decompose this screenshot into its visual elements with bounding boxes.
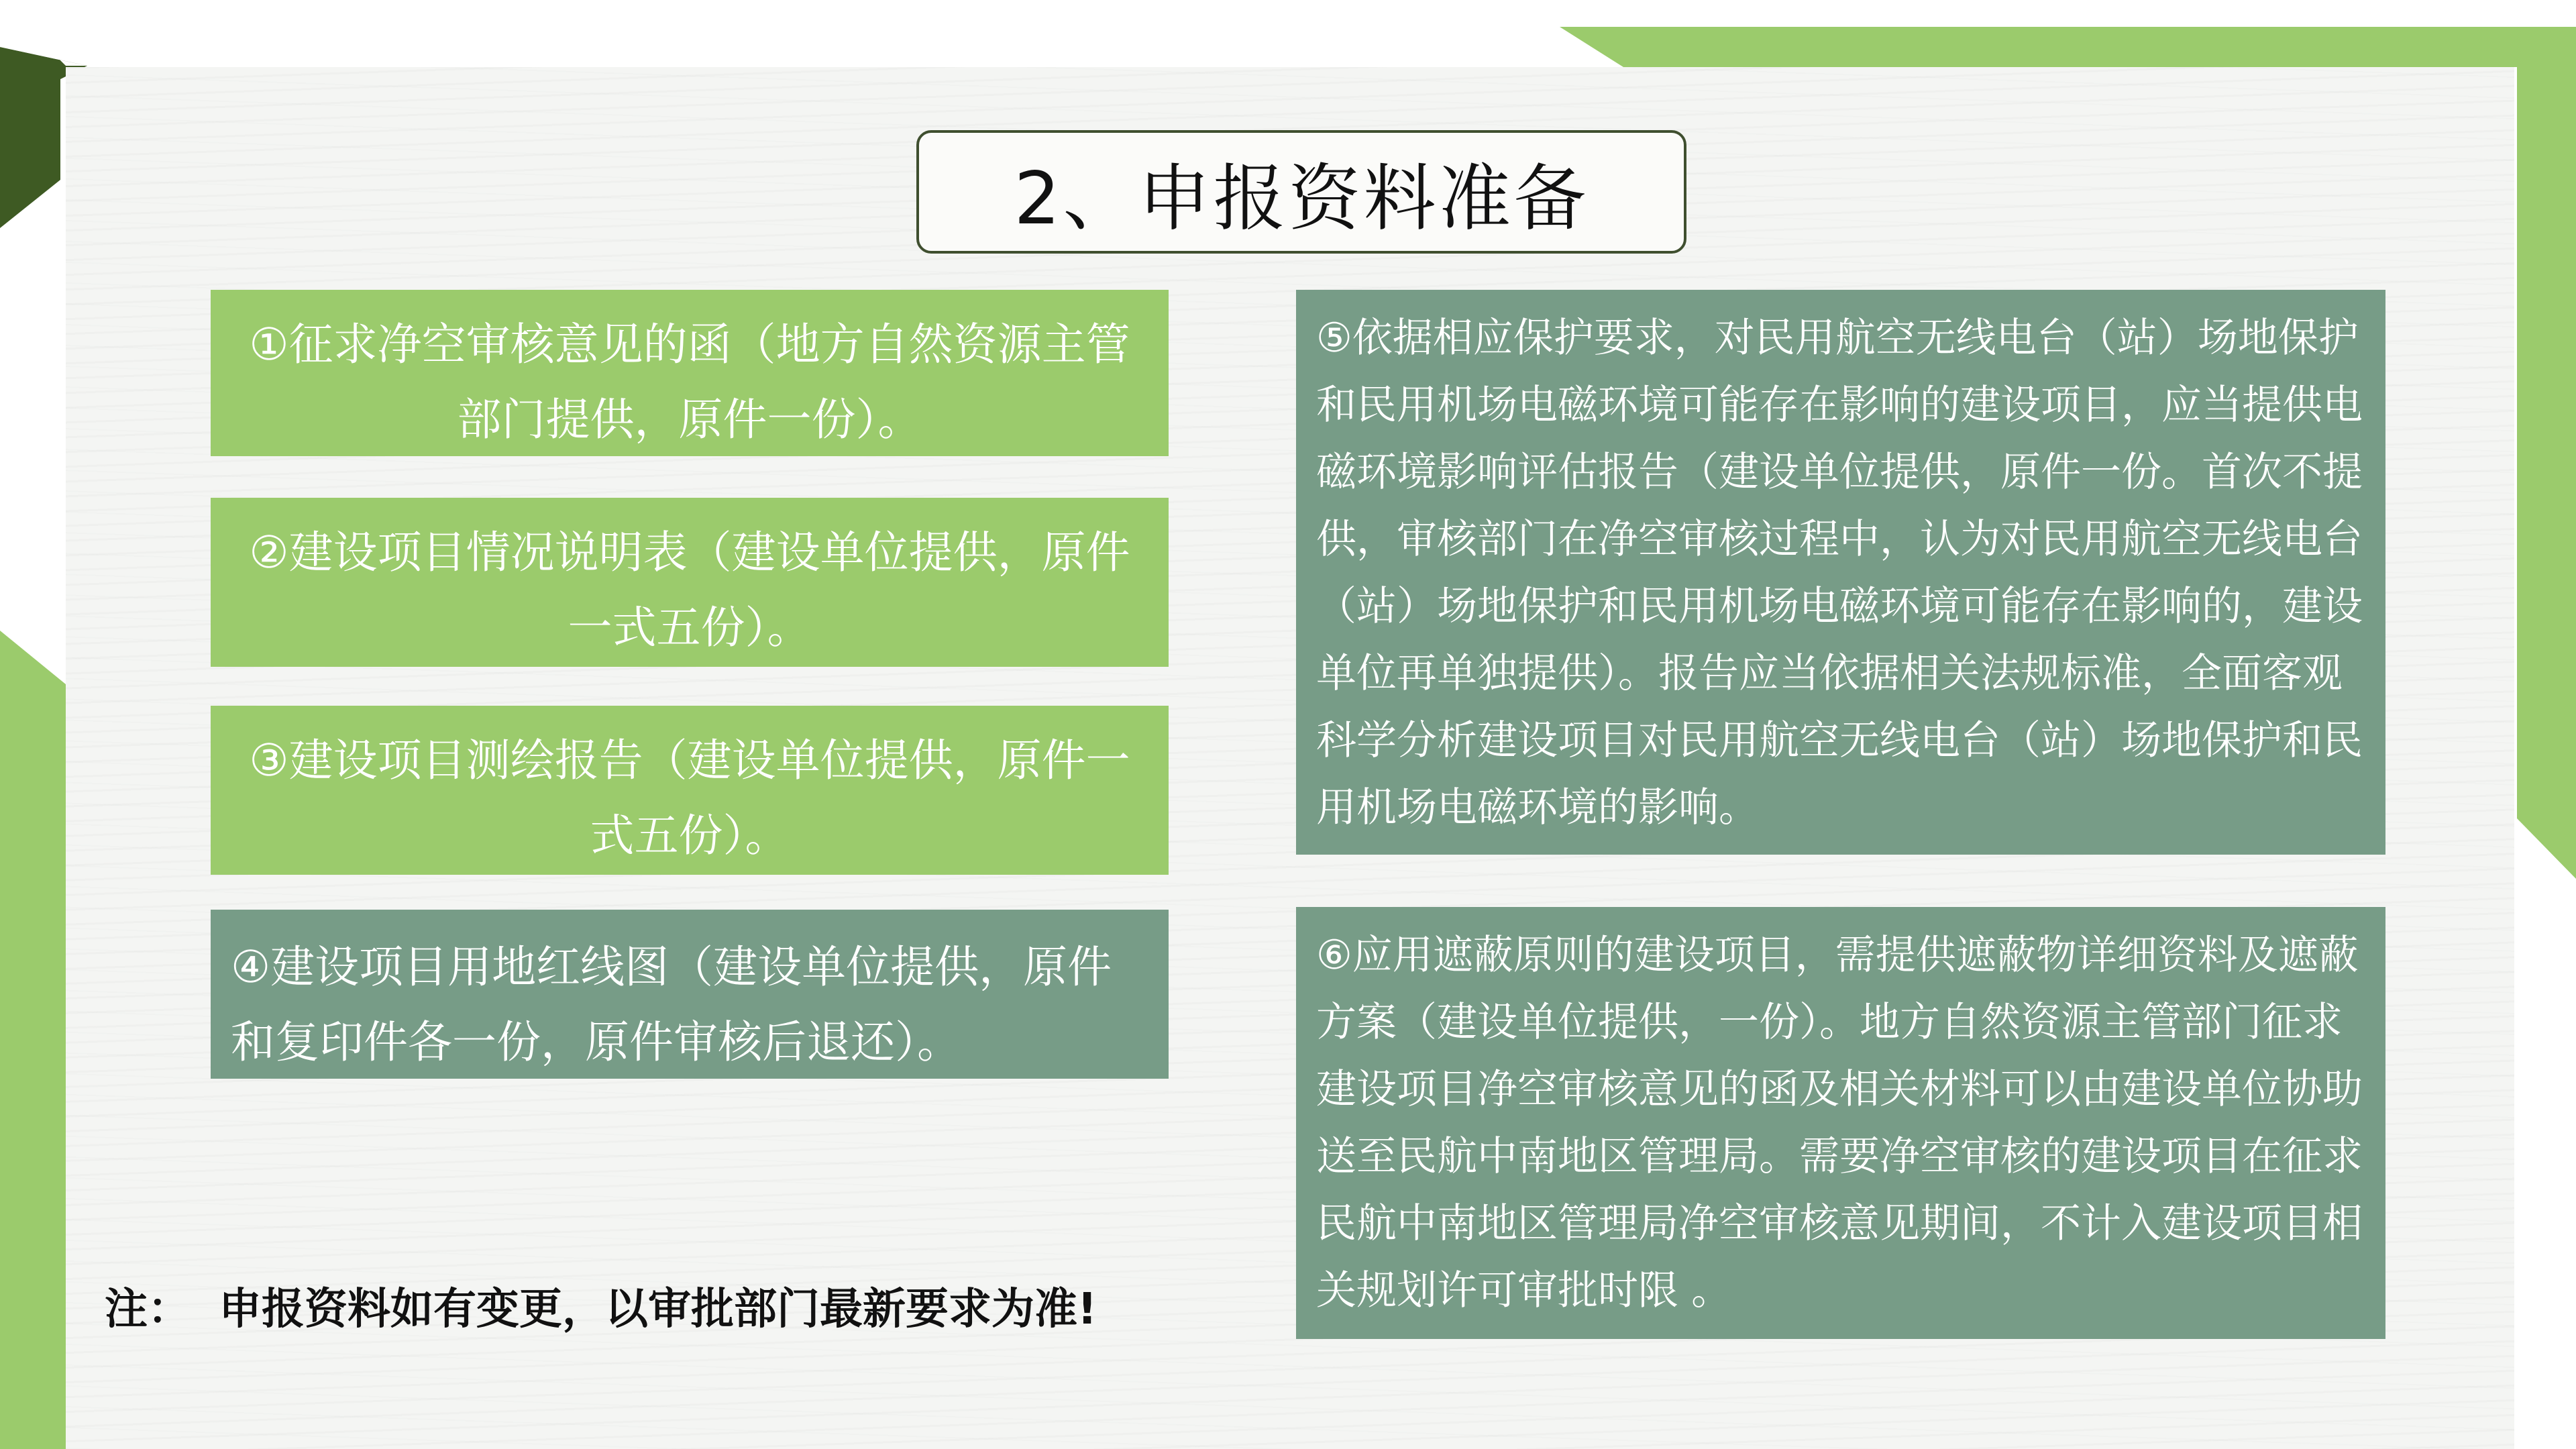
item-4-text: ④建设项目用地红线图（建设单位提供，原件和复印件各一份，原件审核后退还）。 bbox=[231, 941, 1112, 1068]
item-2-card bbox=[211, 498, 1169, 667]
page-title: 2、申报资料准备 bbox=[916, 130, 1686, 254]
item-6-card bbox=[1296, 907, 2385, 1339]
footnote-prefix: 注： bbox=[105, 1285, 191, 1334]
item-2-text: ②建设项目情况说明表（建设单位提供，原件一式五份）。 bbox=[249, 527, 1130, 653]
footnote-text: 申报资料如有变更，以审批部门最新要求为准! bbox=[219, 1285, 1097, 1334]
item-5-card bbox=[1296, 290, 2385, 855]
item-1-text: ①征求净空审核意见的函（地方自然资源主管部门提供，原件一份）。 bbox=[249, 319, 1130, 445]
item-5-text: ⑤依据相应保护要求，对民用航空无线电台（站）场地保护和民用机场电磁环境可能存在影响的建设项目，应当提供电磁环境影响评估报告（建设单位提供，原件一份。首次不提供，审核部门在净空审核过程中，认为对民用航空无线电台（站）场地保护和民用机场电磁环境可能存在影响的，建设单位再单独提供）。报告应当依据相关法规标准，全面客观科学分析建设项目对民用航空无线电台（站）场地保护和民用机场电磁环境的影响。 bbox=[1316, 315, 2363, 831]
footnote bbox=[105, 1275, 1097, 1336]
item-3-text: ③建设项目测绘报告（建设单位提供，原件一式五份）。 bbox=[249, 735, 1130, 861]
item-6-text: ⑥应用遮蔽原则的建设项目，需提供遮蔽物详细资料及遮蔽方案（建设单位提供，一份）。地方自然资源主管部门征求建设项目净空审核意见的函及相关材料可以由建设单位协助送至民航中南地区管理局。需要净空审核的建设项目在征求民航中南地区管理局净空审核意见期间，不计入建设项目相关规划许可审批时限 。 bbox=[1316, 932, 2363, 1314]
item-3-card bbox=[211, 706, 1169, 875]
left-band bbox=[0, 631, 66, 1449]
item-1-card bbox=[211, 290, 1169, 456]
item-4-card bbox=[211, 910, 1169, 1079]
